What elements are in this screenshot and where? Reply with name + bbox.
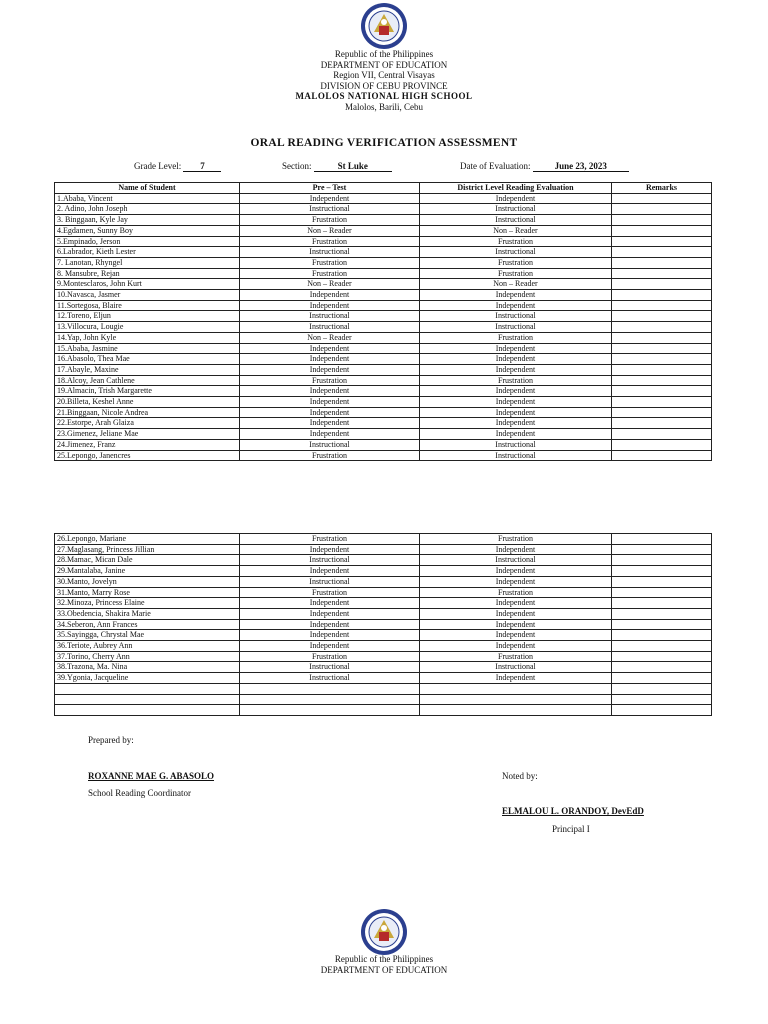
district-evaluation-cell: Independent bbox=[420, 290, 612, 301]
pretest-cell: Frustration bbox=[240, 215, 420, 226]
grade-level-value: 7 bbox=[183, 161, 221, 172]
section-label: Section: bbox=[282, 161, 312, 171]
table-row bbox=[55, 705, 712, 716]
table-row bbox=[55, 397, 712, 408]
pretest-cell: Independent bbox=[240, 630, 420, 641]
district-evaluation-cell: Independent bbox=[420, 641, 612, 652]
student-name-cell: 11.Sortegosa, Blaire bbox=[55, 300, 240, 311]
table-row bbox=[55, 418, 712, 429]
district-evaluation-cell: Independent bbox=[420, 364, 612, 375]
pretest-cell: Independent bbox=[240, 619, 420, 630]
letterhead-region: Region VII, Central Visayas bbox=[333, 70, 435, 80]
pretest-cell: Independent bbox=[240, 418, 420, 429]
district-evaluation-cell: Independent bbox=[420, 630, 612, 641]
prepared-by-name: ROXANNE MAE G. ABASOLO bbox=[88, 771, 215, 781]
pretest-cell: Independent bbox=[240, 386, 420, 397]
remarks-cell bbox=[612, 534, 712, 545]
student-name-cell: 28.Mamac, Mican Dale bbox=[55, 555, 240, 566]
date-field bbox=[460, 161, 629, 172]
letterhead-address: Malolos, Barili, Cebu bbox=[345, 101, 423, 112]
remarks-cell bbox=[612, 576, 712, 587]
remarks-cell bbox=[612, 450, 712, 461]
student-name-cell bbox=[55, 705, 240, 716]
remarks-cell bbox=[612, 694, 712, 705]
table-row bbox=[55, 236, 712, 247]
student-name-cell: 21.Binggaan, Nicole Andrea bbox=[55, 407, 240, 418]
pretest-cell: Instructional bbox=[240, 204, 420, 215]
district-evaluation-cell bbox=[420, 694, 612, 705]
pretest-cell: Frustration bbox=[240, 268, 420, 279]
date-label: Date of Evaluation: bbox=[460, 161, 531, 171]
district-evaluation-cell: Independent bbox=[420, 566, 612, 577]
remarks-cell bbox=[612, 257, 712, 268]
letterhead-school: MALOLOS NATIONAL HIGH SCHOOL bbox=[295, 91, 473, 101]
reading-assessment-table-2 bbox=[54, 533, 712, 716]
letterhead-department: DEPARTMENT OF EDUCATION bbox=[320, 59, 448, 70]
district-evaluation-cell: Independent bbox=[420, 619, 612, 630]
table-row bbox=[55, 619, 712, 630]
table-row bbox=[55, 566, 712, 577]
remarks-cell bbox=[612, 354, 712, 365]
student-name-cell bbox=[55, 683, 240, 694]
student-name-cell: 33.Obedencia, Shakira Marie bbox=[55, 608, 240, 619]
remarks-cell bbox=[612, 651, 712, 662]
remarks-cell bbox=[612, 630, 712, 641]
table-row bbox=[55, 247, 712, 258]
student-name-cell: 13.Villocura, Lougie bbox=[55, 322, 240, 333]
district-evaluation-cell: Frustration bbox=[420, 587, 612, 598]
remarks-cell bbox=[612, 193, 712, 204]
student-name-cell: 4.Egdamen, Sunny Boy bbox=[55, 225, 240, 236]
pretest-cell: Instructional bbox=[240, 322, 420, 333]
footer-republic: Republic of the Philippines bbox=[334, 954, 434, 964]
noted-by-role: Principal I bbox=[552, 824, 590, 834]
pretest-cell: Instructional bbox=[240, 247, 420, 258]
student-name-cell: 17.Abayle, Maxine bbox=[55, 364, 240, 375]
remarks-cell bbox=[612, 343, 712, 354]
remarks-cell bbox=[612, 407, 712, 418]
noted-by-name: ELMALOU L. ORANDOY, DevEdD bbox=[502, 806, 644, 816]
remarks-cell bbox=[612, 215, 712, 226]
district-evaluation-cell: Instructional bbox=[420, 311, 612, 322]
footer-department: DEPARTMENT OF EDUCATION bbox=[320, 964, 448, 975]
district-evaluation-cell: Independent bbox=[420, 544, 612, 555]
district-evaluation-cell: Instructional bbox=[420, 247, 612, 258]
pretest-cell: Independent bbox=[240, 397, 420, 408]
table-row bbox=[55, 544, 712, 555]
deped-seal-logo-footer bbox=[360, 908, 408, 956]
student-name-cell: 32.Minoza, Princess Elaine bbox=[55, 598, 240, 609]
district-evaluation-cell bbox=[420, 705, 612, 716]
student-name-cell: 20.Billeta, Keshel Anne bbox=[55, 397, 240, 408]
remarks-cell bbox=[612, 311, 712, 322]
table-row bbox=[55, 555, 712, 566]
table-row bbox=[55, 290, 712, 301]
district-evaluation-cell: Frustration bbox=[420, 257, 612, 268]
table-row bbox=[55, 662, 712, 673]
student-name-cell: 6.Labrador, Kieth Lester bbox=[55, 247, 240, 258]
pretest-cell: Instructional bbox=[240, 662, 420, 673]
table-row bbox=[55, 429, 712, 440]
pretest-cell: Frustration bbox=[240, 236, 420, 247]
district-evaluation-cell: Instructional bbox=[420, 450, 612, 461]
pretest-cell: Independent bbox=[240, 544, 420, 555]
district-evaluation-cell: Instructional bbox=[420, 662, 612, 673]
date-value: June 23, 2023 bbox=[533, 161, 629, 172]
student-name-cell: 37.Torino, Cherry Ann bbox=[55, 651, 240, 662]
district-evaluation-cell bbox=[420, 683, 612, 694]
table-row bbox=[55, 439, 712, 450]
pretest-cell: Independent bbox=[240, 608, 420, 619]
grade-level-label: Grade Level: bbox=[134, 161, 182, 171]
section-field bbox=[282, 161, 392, 172]
district-evaluation-cell: Independent bbox=[420, 300, 612, 311]
table-row bbox=[55, 407, 712, 418]
grade-level-field bbox=[134, 161, 221, 172]
table-row bbox=[55, 354, 712, 365]
student-name-cell: 12.Toreno, Eljun bbox=[55, 311, 240, 322]
remarks-cell bbox=[612, 619, 712, 630]
prepared-by-label: Prepared by: bbox=[88, 735, 134, 745]
table-row bbox=[55, 322, 712, 333]
student-name-cell: 24.Jimenez, Franz bbox=[55, 439, 240, 450]
table-row bbox=[55, 257, 712, 268]
student-name-cell: 1.Ababa, Vincent bbox=[55, 193, 240, 204]
column-header-district-evaluation: District Level Reading Evaluation bbox=[420, 183, 612, 194]
remarks-cell bbox=[612, 641, 712, 652]
district-evaluation-cell: Independent bbox=[420, 673, 612, 684]
student-name-cell bbox=[55, 694, 240, 705]
district-evaluation-cell: Frustration bbox=[420, 332, 612, 343]
remarks-cell bbox=[612, 290, 712, 301]
student-name-cell: 2. Adino, John Joseph bbox=[55, 204, 240, 215]
pretest-cell: Instructional bbox=[240, 576, 420, 587]
table-row bbox=[55, 364, 712, 375]
remarks-cell bbox=[612, 587, 712, 598]
district-evaluation-cell: Frustration bbox=[420, 534, 612, 545]
student-name-cell: 18.Alcoy, Jean Cathlene bbox=[55, 375, 240, 386]
pretest-cell: Independent bbox=[240, 598, 420, 609]
student-name-cell: 25.Lepongo, Janencres bbox=[55, 450, 240, 461]
student-name-cell: 16.Abasolo, Thea Mae bbox=[55, 354, 240, 365]
pretest-cell: Non – Reader bbox=[240, 279, 420, 290]
student-name-cell: 10.Navasca, Jasmer bbox=[55, 290, 240, 301]
district-evaluation-cell: Frustration bbox=[420, 268, 612, 279]
column-header-name: Name of Student bbox=[55, 183, 240, 194]
table-row bbox=[55, 225, 712, 236]
remarks-cell bbox=[612, 364, 712, 375]
district-evaluation-cell: Non – Reader bbox=[420, 225, 612, 236]
remarks-cell bbox=[612, 598, 712, 609]
remarks-cell bbox=[612, 322, 712, 333]
table-row bbox=[55, 332, 712, 343]
remarks-cell bbox=[612, 375, 712, 386]
section-value: St Luke bbox=[314, 161, 392, 172]
district-evaluation-cell: Independent bbox=[420, 343, 612, 354]
district-evaluation-cell: Independent bbox=[420, 418, 612, 429]
document-title: ORAL READING VERIFICATION ASSESSMENT bbox=[250, 137, 518, 149]
student-name-cell: 36.Teriote, Aubrey Ann bbox=[55, 641, 240, 652]
table-row bbox=[55, 694, 712, 705]
remarks-cell bbox=[612, 204, 712, 215]
table-row bbox=[55, 268, 712, 279]
student-name-cell: 15.Ababa, Jasmine bbox=[55, 343, 240, 354]
remarks-cell bbox=[612, 268, 712, 279]
column-header-remarks: Remarks bbox=[612, 183, 712, 194]
remarks-cell bbox=[612, 225, 712, 236]
pretest-cell: Independent bbox=[240, 193, 420, 204]
student-name-cell: 30.Manto, Jovelyn bbox=[55, 576, 240, 587]
table-row bbox=[55, 386, 712, 397]
student-name-cell: 27.Maglasang, Princess Jillian bbox=[55, 544, 240, 555]
student-name-cell: 9.Montesclaros, John Kurt bbox=[55, 279, 240, 290]
district-evaluation-cell: Instructional bbox=[420, 555, 612, 566]
student-name-cell: 35.Sayingga, Chrystal Mae bbox=[55, 630, 240, 641]
pretest-cell: Instructional bbox=[240, 311, 420, 322]
student-name-cell: 22.Estorpe, Arah Glaiza bbox=[55, 418, 240, 429]
district-evaluation-cell: Instructional bbox=[420, 204, 612, 215]
remarks-cell bbox=[612, 544, 712, 555]
table-row bbox=[55, 343, 712, 354]
remarks-cell bbox=[612, 386, 712, 397]
table-row bbox=[55, 630, 712, 641]
remarks-cell bbox=[612, 279, 712, 290]
letterhead-republic: Republic of the Philippines bbox=[334, 49, 434, 59]
pretest-cell: Instructional bbox=[240, 555, 420, 566]
remarks-cell bbox=[612, 439, 712, 450]
pretest-cell: Frustration bbox=[240, 257, 420, 268]
pretest-cell bbox=[240, 705, 420, 716]
district-evaluation-cell: Independent bbox=[420, 608, 612, 619]
student-name-cell: 34.Seberon, Ann Frances bbox=[55, 619, 240, 630]
district-evaluation-cell: Independent bbox=[420, 407, 612, 418]
table-row bbox=[55, 215, 712, 226]
pretest-cell: Independent bbox=[240, 429, 420, 440]
district-evaluation-cell: Non – Reader bbox=[420, 279, 612, 290]
prepared-by-role: School Reading Coordinator bbox=[88, 788, 191, 798]
table-row bbox=[55, 608, 712, 619]
table-row bbox=[55, 450, 712, 461]
footer-letterhead bbox=[0, 954, 768, 975]
table-header-row bbox=[55, 183, 712, 194]
table-row bbox=[55, 673, 712, 684]
district-evaluation-cell: Instructional bbox=[420, 439, 612, 450]
table-row bbox=[55, 641, 712, 652]
student-name-cell: 14.Yap, John Kyle bbox=[55, 332, 240, 343]
district-evaluation-cell: Instructional bbox=[420, 215, 612, 226]
pretest-cell: Independent bbox=[240, 354, 420, 365]
pretest-cell: Non – Reader bbox=[240, 225, 420, 236]
pretest-cell: Frustration bbox=[240, 651, 420, 662]
district-evaluation-cell: Frustration bbox=[420, 236, 612, 247]
remarks-cell bbox=[612, 673, 712, 684]
table-row bbox=[55, 683, 712, 694]
reading-assessment-table-1 bbox=[54, 182, 712, 461]
table-row bbox=[55, 311, 712, 322]
noted-by-label: Noted by: bbox=[502, 771, 538, 781]
pretest-cell: Independent bbox=[240, 290, 420, 301]
pretest-cell: Frustration bbox=[240, 450, 420, 461]
pretest-cell: Non – Reader bbox=[240, 332, 420, 343]
student-name-cell: 26.Lepongo, Mariane bbox=[55, 534, 240, 545]
remarks-cell bbox=[612, 555, 712, 566]
remarks-cell bbox=[612, 683, 712, 694]
letterhead-division: DIVISION OF CEBU PROVINCE bbox=[320, 80, 448, 91]
pretest-cell: Independent bbox=[240, 343, 420, 354]
pretest-cell bbox=[240, 694, 420, 705]
remarks-cell bbox=[612, 418, 712, 429]
student-name-cell: 38.Trazona, Ma. Nina bbox=[55, 662, 240, 673]
deped-seal-logo bbox=[360, 2, 408, 50]
pretest-cell: Frustration bbox=[240, 587, 420, 598]
remarks-cell bbox=[612, 608, 712, 619]
student-name-cell: 8. Mansubre, Rejan bbox=[55, 268, 240, 279]
student-name-cell: 31.Manto, Marry Rose bbox=[55, 587, 240, 598]
remarks-cell bbox=[612, 397, 712, 408]
table-row bbox=[55, 576, 712, 587]
district-evaluation-cell: Frustration bbox=[420, 375, 612, 386]
district-evaluation-cell: Frustration bbox=[420, 651, 612, 662]
student-name-cell: 7. Lanotan, Rhyngel bbox=[55, 257, 240, 268]
district-evaluation-cell: Independent bbox=[420, 386, 612, 397]
pretest-cell: Frustration bbox=[240, 534, 420, 545]
student-name-cell: 19.Almacin, Trish Margarette bbox=[55, 386, 240, 397]
student-name-cell: 3. Binggaan, Kyle Jay bbox=[55, 215, 240, 226]
table-row bbox=[55, 651, 712, 662]
remarks-cell bbox=[612, 300, 712, 311]
student-name-cell: 39.Ygonia, Jacqueline bbox=[55, 673, 240, 684]
district-evaluation-cell: Instructional bbox=[420, 322, 612, 333]
remarks-cell bbox=[612, 662, 712, 673]
remarks-cell bbox=[612, 429, 712, 440]
student-name-cell: 5.Empinado, Jerson bbox=[55, 236, 240, 247]
table-row bbox=[55, 375, 712, 386]
remarks-cell bbox=[612, 332, 712, 343]
pretest-cell: Instructional bbox=[240, 673, 420, 684]
pretest-cell: Independent bbox=[240, 641, 420, 652]
student-name-cell: 29.Mantalaba, Janine bbox=[55, 566, 240, 577]
pretest-cell: Independent bbox=[240, 566, 420, 577]
pretest-cell: Independent bbox=[240, 364, 420, 375]
district-evaluation-cell: Independent bbox=[420, 354, 612, 365]
district-evaluation-cell: Independent bbox=[420, 429, 612, 440]
table-row bbox=[55, 534, 712, 545]
remarks-cell bbox=[612, 247, 712, 258]
table-row bbox=[55, 193, 712, 204]
table-row bbox=[55, 279, 712, 290]
pretest-cell: Independent bbox=[240, 407, 420, 418]
remarks-cell bbox=[612, 236, 712, 247]
remarks-cell bbox=[612, 705, 712, 716]
pretest-cell: Independent bbox=[240, 300, 420, 311]
student-name-cell: 23.Gimenez, Jeliane Mae bbox=[55, 429, 240, 440]
pretest-cell bbox=[240, 683, 420, 694]
table-row bbox=[55, 204, 712, 215]
district-evaluation-cell: Independent bbox=[420, 193, 612, 204]
district-evaluation-cell: Independent bbox=[420, 598, 612, 609]
table-row bbox=[55, 598, 712, 609]
letterhead bbox=[0, 49, 768, 112]
pretest-cell: Frustration bbox=[240, 375, 420, 386]
pretest-cell: Instructional bbox=[240, 439, 420, 450]
district-evaluation-cell: Independent bbox=[420, 576, 612, 587]
district-evaluation-cell: Independent bbox=[420, 397, 612, 408]
remarks-cell bbox=[612, 566, 712, 577]
table-row bbox=[55, 300, 712, 311]
column-header-pretest: Pre – Test bbox=[240, 183, 420, 194]
table-row bbox=[55, 587, 712, 598]
